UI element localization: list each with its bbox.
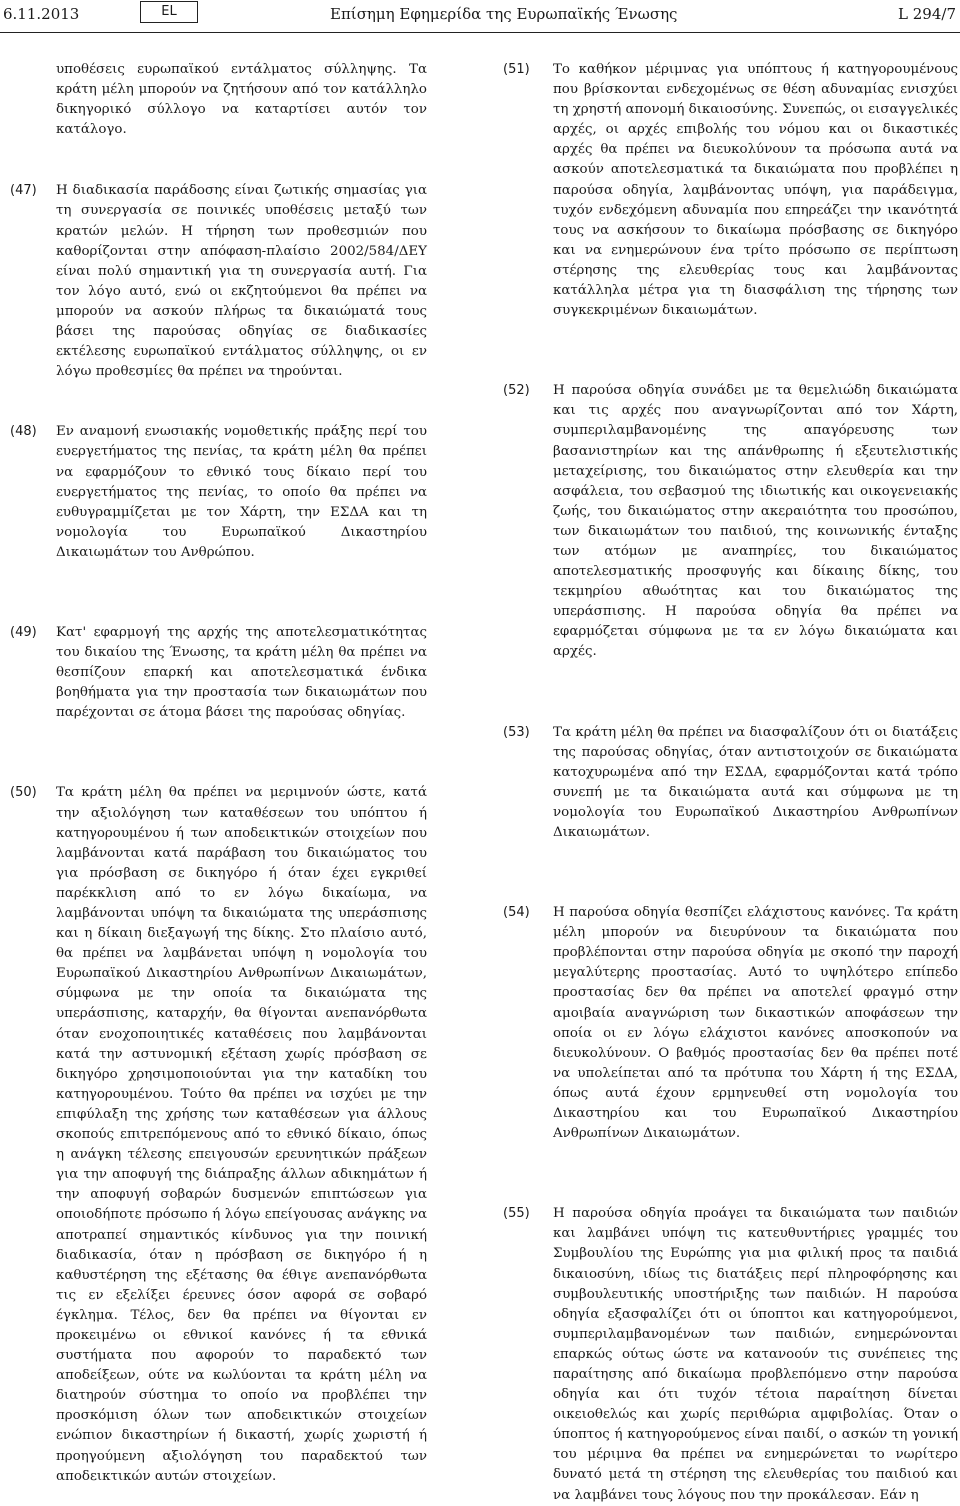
recital-text: Η διαδικασία παράδοσης είναι ζωτικής σημασίας για τη συνεργασία σε ποινικές υποθέσεις μεταξύ των κρατών μελών. Η τήρηση των προθεσμιών που καθορίζονται στην απόφαση-πλαίσιο 2002/584/ΔΕΥ είναι πολύ σημαντική για τη συνεργασία αυτή. Για τον λόγο αυτό, ενώ οι εκζητούμενοι θα πρέπει να μπορούν να ασκούν πλήρως τα δικαιώματά τους βάσει της παρούσας οδηγίας σε διαδικασίες εκτέλεσης ευρωπαϊκού εντάλματος σύλληψης, οι εν λόγω προθεσμίες θα πρέπει να τηρούνται. (56, 183, 427, 380)
recital-number: (50) (10, 785, 37, 801)
recital-text: Κατ' εφαρμογή της αρχής της αποτελεσματικότητας του δικαίου της Ένωσης, τα κράτη μέλη θα πρέπει να θεσπίζουν επαρκή και αποτελεσματικά ένδικα βοηθήματα για την προστασία των δικαιωμάτων που παρέχονται σε άτομα βάσει της παρούσας οδηγίας. (56, 624, 427, 721)
recital-49 (10, 623, 427, 723)
recital-55 (503, 1204, 958, 1505)
recital-text: Τα κράτη μέλη θα πρέπει να διασφαλίζουν ότι οι διατάξεις της παρούσας οδηγίας, όταν αντιστοιχούν σε δικαιώματα κατοχυρωμένα από την ΕΣΔΑ, εφαρμόζονται κατά τρόπο συνεπή με τα δικαιώματα αυτά και σύμφωνα με τη νομολογία του Ευρωπαϊκού Δικαστηρίου Ανθρωπίνων Δικαιωμάτων. (553, 724, 958, 840)
recital-text: Το καθήκον μέριμνας για υπόπτους ή κατηγορουμένους που βρίσκονται ενδεχομένως σε θέση αδυναμίας ενισχύει τη χρηστή απονομή δικαιοσύνης. Συνεπώς, οι εισαγγελικές αρχές, οι αρχές επιβολής του νόμου και οι δικαστικές αρχές θα πρέπει να διευκολύνουν τα πρόσωπα αυτά να ασκούν αποτελεσματικά τα δικαιώματα που προβλέπει η παρούσα οδηγία, λαμβάνοντας υπόψη, για παράδειγμα, τυχόν ενδεχόμενη αδυναμία που επηρεάζει την ικανότητά τους να ασκήσουν το δικαίωμα πρόσβασης σε δικηγόρο και να ενημερώνουν ένα τρίτο πρόσωπο σε περίπτωση στέρησης της ελευθερίας τους και λαμβάνοντας κατάλληλα μέτρα για τη διασφάλιση της τήρησης των συγκεκριμένων δικαιωμάτων. (553, 62, 958, 319)
recital-number: (54) (503, 905, 530, 921)
left-column (10, 60, 427, 1487)
recital-47 (10, 181, 427, 382)
recital-number: (49) (10, 624, 37, 640)
page-header (0, 0, 960, 33)
recital-text: Εν αναμονή ενωσιακής νομοθετικής πράξης περί του ευεργετήματος της πενίας, τα κράτη μέλη θα πρέπει να εφαρμόζουν το εθνικό τους δίκαιο περί του ευεργετήματος της πενίας, το οποίο θα πρέπει να ευθυγραμμίζεται με τον Χάρτη, την ΕΣΔΑ και τη νομολογία του Ευρωπαϊκού Δικαστηρίου Δικαιωμάτων του Ανθρώπου. (56, 424, 427, 560)
recital-number: (51) (503, 62, 530, 77)
recital-51 (503, 60, 958, 321)
recital-text: Η παρούσα οδηγία θεσπίζει ελάχιστους κανόνες. Τα κράτη μέλη μπορούν να διευρύνουν τα δικαιώματα που προβλέπονται στην παρούσα οδηγία με σκοπό την παροχή μεγαλύτερης προστασίας. Αυτό το υψηλότερο επίπεδο προστασίας δεν θα πρέπει να αποτελεί φραγμό στην αμοιβαία αναγνώριση των δικαστικών αποφάσεων την οποία οι εν λόγω ελάχιστοι κανόνες αποσκοπούν να διευκολύνουν. Ο βαθμός προστασίας δεν θα πρέπει ποτέ να υπολείπεται από τα πρότυπα του Χάρτη ή της ΕΣΔΑ, όπως αυτά έχουν ερμηνευθεί στη νομολογία του Δικαστηρίου και του Ευρωπαϊκού Δικαστηρίου Ανθρωπίνων Δικαιωμάτων. (553, 905, 958, 1142)
recital-48 (10, 422, 427, 563)
recital-number: (47) (10, 183, 37, 199)
recital-52 (503, 381, 958, 662)
recital-54 (503, 903, 958, 1144)
page-reference: L 294/7 (898, 5, 956, 23)
language-box: EL (140, 1, 198, 23)
recital-50 (10, 783, 427, 1486)
continuation-paragraph (10, 60, 427, 140)
recital-53 (503, 723, 958, 844)
recital-number: (53) (503, 724, 530, 740)
recital-text: Η παρούσα οδηγία συνάδει με τα θεμελιώδη δικαιώματα και τις αρχές που αναγνωρίζονται από τον Χάρτη, συμπεριλαμβανομένης της απαγόρευσης των βασανιστηρίων και της απάνθρωπης ή εξευτελιστικής μεταχείρισης, του δικαιώματος στην ελευθερία και την ασφάλεια, του σεβασμού της ιδιωτικής και οικογενειακής ζωής, του δικαιώματος στην ακεραιότητα του προσώπου, των δικαιωμάτων του παιδιού, της κοινωνικής ένταξης των ατόμων με αναπηρίες, του δικαιώματος αποτελεσματικής προσφυγής και δίκαιης δίκης, του τεκμηρίου αθωότητας και του δικαιώματος της υπεράσπισης. Η παρούσα οδηγία θα πρέπει να εφαρμόζεται σύμφωνα με τα εν λόγω δικαιώματα και αρχές. (553, 383, 958, 660)
recital-number: (52) (503, 383, 530, 399)
journal-title: Επίσημη Εφημερίδα της Ευρωπαϊκής Ένωσης (330, 5, 678, 23)
recital-number: (55) (503, 1206, 530, 1222)
right-column (503, 60, 958, 1506)
publication-date: 6.11.2013 (3, 5, 80, 23)
continuation-text: υποθέσεις ευρωπαϊκού εντάλματος σύλληψης. Τα κράτη μέλη μπορούν να ζητήσουν από τον κατάλληλο δικηγορικό σύλλογο να καταρτίσει αυτόν τον κατάλογο. (56, 62, 427, 138)
recital-text: Τα κράτη μέλη θα πρέπει να μεριμνούν ώστε, κατά την αξιολόγηση των καταθέσεων του υπόπτου ή κατηγορουμένου ή των αποδεικτικών στοιχείων που λαμβάνονται κατά παράβαση του δικαιώματος του για πρόσβαση σε δικηγόρο ή όταν έχει εγκριθεί παρέκκλιση από το εν λόγω δικαίωμα, να λαμβάνονται υπόψη τα δικαιώματα της υπεράσπισης και η δίκαιη διεξαγωγή της δίκης. Στο πλαίσιο αυτό, θα πρέπει να λαμβάνεται υπόψη η νομολογία του Ευρωπαϊκού Δικαστηρίου Ανθρωπίνων Δικαιωμάτων, σύμφωνα με την οποία τα δικαιώματα της υπεράσπισης, καταρχήν, θα θίγονται ανεπανόρθωτα όταν ενοχοποιητικές καταθέσεις που λαμβάνονται κατά την αστυνομική εξέταση χωρίς πρόσβαση σε δικηγόρο χρησιμοποιούνται για την καταδίκη του κατηγορουμένου. Τούτο θα πρέπει να ισχύει με την επιφύλαξη της χρήσης των καταθέσεων για άλλους σκοπούς επιτρεπόμενους από το εθνικό δίκαιο, όπως η ανάγκη τέλεσης επειγουσών ερευνητικών πράξεων για την αποφυγή της διάπραξης άλλων αδικημάτων ή την αποφυγή σοβαρών δυσμενών επιπτώσεων για οποιοδήποτε πρόσωπο ή λόγω επείγουσας ανάγκης να αποτραπεί σημαντικός κίνδυνος για την ποινική διαδικασία, όταν η πρόσβαση σε δικηγόρο ή η καθυστέρηση της εξέτασης θα έθιγε ανεπανόρθωτα τις εν εξελίξει έρευνες όσον αφορά σε σοβαρό έγκλημα. Τέλος, δεν θα πρέπει να θίγονται εν προκειμένω οι εθνικοί κανόνες ή τα εθνικά συστήματα που αφορούν το παραδεκτό των αποδείξεων, ούτε να κωλύονται τα κράτη μέλη να διατηρούν σύστημα το οποίο να προβλέπει την προσκόμιση όλων των αποδεικτικών στοιχείων ενώπιον δικαστηρίων ή δικαστή, χωρίς χωριστή ή προηγούμενη αξιολόγηση του παραδεκτού των αποδεικτικών αυτών στοιχείων. (56, 785, 427, 1484)
recital-text: Η παρούσα οδηγία προάγει τα δικαιώματα των παιδιών και λαμβάνει υπόψη τις κατευθυντήριες γραμμές του Συμβουλίου της Ευρώπης για μια φιλική προς τα παιδιά δικαιοσύνη, ιδίως τις διατάξεις περί πληροφόρησης και συμβουλευτικής υποστήριξης των παιδιών. Η παρούσα οδηγία εξασφαλίζει ότι οι ύποπτοι και κατηγορούμενοι, συμπεριλαμβανομένων των παιδιών, ενημερώνονται επαρκώς ούτως ώστε να κατανοούν τις συνέπειες της παραίτησης από δικαίωμα προβλεπόμενο στην παρούσα οδηγία και ότι τυχόν τέτοια παραίτηση δίνεται οικειοθελώς και χωρίς περιθώρια αμφιβολίας. Όταν ο ύποπτος ή κατηγορούμενος είναι παιδί, ο ασκών τη γονική του μέριμνα θα πρέπει να ενημερώνεται το νωρίτερο δυνατό μετά τη στέρηση της ελευθερίας του παιδιού και να λαμβάνει τους λόγους που την προκάλεσαν. Εάν η (553, 1206, 958, 1503)
recital-number: (48) (10, 424, 37, 440)
